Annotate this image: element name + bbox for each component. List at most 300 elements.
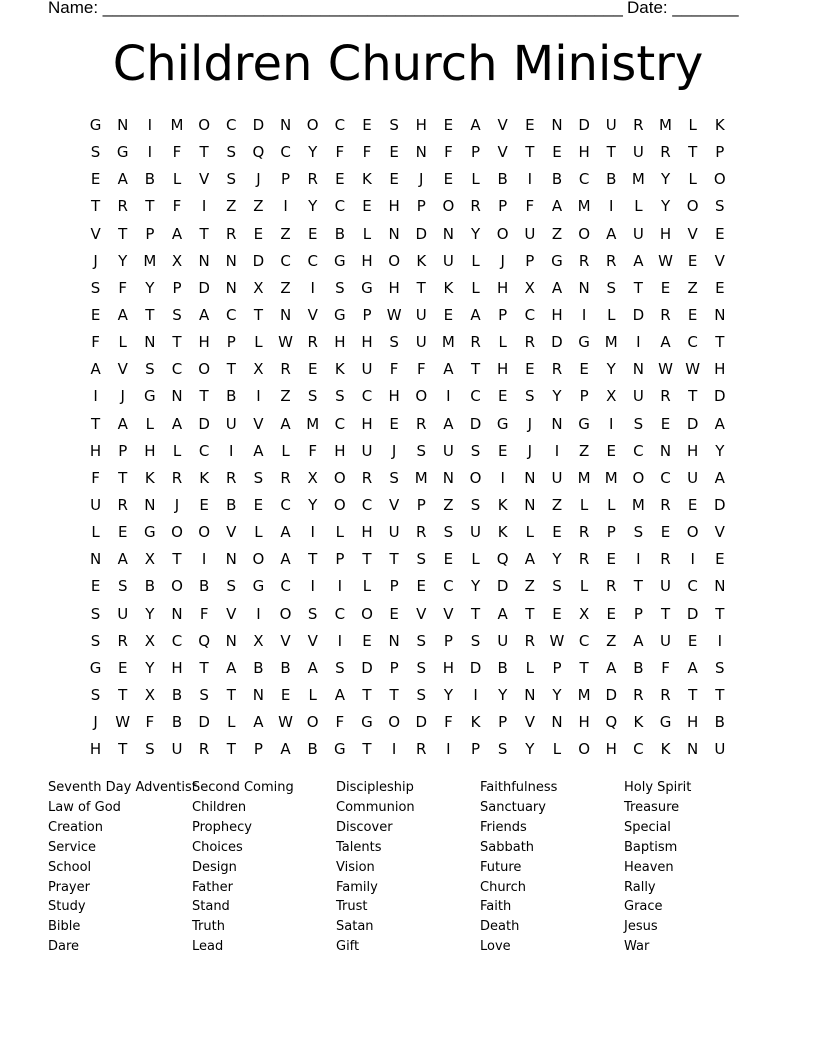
grid-letter: O (578, 740, 590, 759)
word-list-item: Discover (336, 819, 393, 835)
grid-letter: H (144, 441, 156, 460)
word-column (480, 778, 624, 957)
grid-letter: E (497, 441, 508, 460)
grid-letter: K (416, 251, 427, 270)
grid-letter: Y (308, 495, 318, 514)
grid-letter: N (415, 143, 427, 162)
grid-letter: T (118, 468, 128, 487)
grid-letter: N (388, 631, 400, 650)
word-column (48, 778, 197, 957)
grid-letter: D (551, 333, 563, 352)
word-list-item: Service (48, 839, 97, 855)
grid-letter: G (252, 577, 265, 596)
grid-letter: T (362, 685, 372, 704)
grid-letter: V (714, 251, 725, 270)
grid-row (82, 413, 733, 440)
grid-letter: C (334, 197, 346, 216)
grid-letter: H (361, 523, 373, 542)
grid-letter: T (525, 143, 535, 162)
word-list-item: Trust (336, 899, 368, 915)
grid-letter: S (90, 685, 101, 704)
word-list-item: Gift (336, 939, 360, 955)
grid-letter: U (660, 577, 672, 596)
grid-letter: U (361, 360, 373, 379)
grid-letter: P (633, 604, 643, 623)
grid-letter: E (552, 523, 562, 542)
grid-letter: J (93, 251, 98, 270)
grid-letter: I (256, 604, 261, 623)
grid-letter: M (631, 170, 645, 189)
grid-letter: E (687, 251, 698, 270)
grid-letter: L (471, 278, 480, 297)
grid-letter: O (578, 224, 590, 243)
letter-grid (82, 114, 733, 765)
grid-letter: A (551, 197, 563, 216)
grid-letter: P (443, 631, 453, 650)
word-list-item: Satan (336, 919, 374, 935)
word-column (336, 778, 480, 957)
grid-letter: S (226, 143, 237, 162)
grid-letter: C (443, 577, 454, 596)
grid-letter: B (144, 577, 155, 596)
grid-letter: Q (252, 143, 265, 162)
grid-letter: S (90, 604, 101, 623)
grid-letter: M (604, 468, 618, 487)
grid-letter: F (145, 713, 155, 732)
grid-letter: W (685, 360, 701, 379)
grid-letter: R (416, 523, 427, 542)
grid-letter: M (306, 414, 320, 433)
grid-row (82, 250, 733, 277)
grid-letter: I (446, 387, 451, 406)
grid-letter: T (226, 740, 236, 759)
grid-letter: A (280, 740, 291, 759)
grid-letter: J (174, 495, 180, 514)
grid-letter: B (334, 224, 345, 243)
name-field: Name: _______________________________________________________ (48, 0, 623, 17)
grid-letter: Y (145, 604, 155, 623)
grid-letter: R (524, 631, 536, 650)
grid-letter: O (713, 170, 726, 189)
grid-letter: E (307, 224, 318, 243)
grid-letter: K (497, 495, 508, 514)
grid-letter: U (415, 305, 427, 324)
grid-letter: C (280, 251, 291, 270)
grid-letter: A (524, 550, 535, 569)
grid-letter: S (389, 468, 399, 487)
grid-letter: I (636, 550, 641, 569)
grid-letter: R (117, 197, 128, 216)
grid-letter: O (388, 713, 401, 732)
word-list-item: Talents (336, 839, 382, 855)
word-list-item: School (48, 859, 92, 875)
grid-letter: E (715, 278, 725, 297)
grid-letter: U (524, 224, 536, 243)
grid-letter: S (715, 658, 725, 677)
grid-letter: A (117, 550, 128, 569)
word-list-item: Dare (48, 939, 80, 955)
grid-letter: S (470, 495, 481, 514)
grid-row (82, 440, 733, 467)
grid-row (82, 684, 733, 711)
grid-letter: E (497, 387, 508, 406)
grid-letter: D (578, 116, 590, 134)
grid-letter: A (117, 170, 128, 189)
word-list-item: Heaven (624, 859, 674, 875)
grid-letter: K (362, 170, 372, 189)
grid-letter: I (310, 523, 315, 542)
word-list-item: Love (480, 939, 511, 955)
grid-letter: R (416, 740, 427, 759)
grid-letter: T (362, 740, 372, 759)
grid-letter: U (714, 740, 726, 759)
grid-letter: T (226, 360, 236, 379)
grid-letter: G (361, 278, 373, 297)
grid-letter: S (416, 550, 427, 569)
grid-letter: Q (605, 713, 618, 732)
grid-letter: E (280, 685, 291, 704)
grid-letter: T (525, 604, 535, 623)
grid-letter: S (253, 468, 264, 487)
grid-letter: J (527, 414, 533, 433)
grid-letter: T (633, 278, 643, 297)
grid-letter: S (226, 577, 237, 596)
grid-letter: R (578, 550, 590, 569)
word-list-item: Sanctuary (480, 799, 546, 815)
grid-letter: Z (551, 495, 563, 514)
grid-row (82, 114, 733, 141)
grid-letter: S (715, 197, 725, 216)
grid-letter: O (442, 197, 455, 216)
grid-letter: E (579, 360, 589, 379)
grid-letter: I (201, 550, 207, 569)
grid-row (82, 467, 733, 494)
grid-letter: B (171, 713, 183, 732)
grid-letter: Y (498, 685, 508, 704)
grid-letter: T (362, 550, 372, 569)
grid-letter: I (690, 550, 695, 569)
grid-letter: C (524, 305, 536, 324)
grid-letter: C (226, 305, 237, 324)
grid-letter: Z (551, 224, 563, 243)
grid-letter: R (280, 468, 291, 487)
grid-letter: R (226, 224, 237, 243)
grid-letter: T (660, 604, 671, 623)
grid-letter: V (199, 170, 210, 189)
grid-letter: P (253, 740, 263, 759)
grid-letter: J (419, 170, 424, 189)
grid-letter: I (527, 170, 533, 189)
grid-letter: S (416, 631, 427, 650)
grid-letter: L (579, 577, 589, 596)
word-list-item: Seventh Day Adventist (48, 780, 197, 795)
grid-letter: D (605, 685, 618, 704)
grid-letter: H (687, 441, 699, 460)
grid-letter: P (226, 333, 236, 352)
grid-letter: M (577, 468, 591, 487)
grid-letter: R (307, 170, 318, 189)
grid-letter: S (307, 387, 318, 406)
grid-letter: Z (443, 495, 454, 514)
grid-letter: P (579, 387, 589, 406)
grid-letter: G (116, 143, 129, 162)
grid-letter: Y (715, 441, 725, 460)
word-column (192, 778, 336, 957)
word-list-item: Death (480, 919, 520, 935)
word-list-item: Grace (624, 899, 663, 915)
grid-letter: E (335, 170, 345, 189)
grid-letter: F (362, 143, 372, 162)
grid-letter: I (256, 387, 261, 406)
grid-letter: M (441, 333, 455, 352)
grid-letter: Z (578, 441, 590, 460)
grid-letter: H (89, 740, 102, 759)
grid-letter: C (307, 251, 318, 270)
grid-letter: F (91, 333, 100, 352)
grid-letter: P (118, 441, 128, 460)
grid-letter: I (500, 468, 505, 487)
grid-letter: A (280, 550, 291, 569)
grid-letter: I (609, 197, 614, 216)
grid-letter: M (143, 251, 157, 270)
grid-letter: R (660, 550, 671, 569)
grid-letter: I (283, 197, 288, 216)
grid-letter: N (687, 740, 699, 759)
grid-letter: E (443, 305, 454, 324)
word-list-item: Vision (336, 859, 375, 875)
grid-letter: G (551, 251, 563, 270)
grid-letter: B (606, 170, 617, 189)
grid-letter: A (470, 305, 481, 324)
grid-letter: U (361, 441, 373, 460)
grid-letter: B (633, 658, 644, 677)
grid-letter: H (361, 251, 373, 270)
grid-letter: B (307, 740, 318, 759)
grid-letter: H (578, 713, 590, 732)
grid-letter: S (416, 658, 427, 677)
grid-letter: T (633, 577, 643, 596)
grid-letter: G (144, 523, 156, 542)
grid-letter: U (225, 414, 237, 433)
grid-letter: V (524, 713, 535, 732)
grid-row (82, 603, 733, 630)
grid-letter: H (388, 387, 400, 406)
grid-letter: N (388, 224, 400, 243)
grid-letter: U (415, 333, 427, 352)
grid-letter: L (281, 441, 290, 460)
grid-letter: T (688, 387, 698, 406)
grid-letter: Y (308, 197, 318, 216)
word-list-item: Faithfulness (480, 780, 558, 795)
grid-letter: O (306, 713, 319, 732)
grid-letter: S (335, 658, 345, 677)
grid-row (82, 195, 733, 222)
grid-letter: U (632, 224, 644, 243)
word-column (624, 778, 768, 957)
grid-letter: S (416, 685, 427, 704)
grid-letter: R (660, 143, 671, 162)
grid-letter: L (525, 523, 534, 542)
grid-letter: E (117, 523, 128, 542)
grid-letter: E (389, 414, 399, 433)
grid-letter: F (389, 360, 399, 379)
grid-letter: S (335, 387, 345, 406)
grid-letter: U (497, 631, 509, 650)
grid-letter: E (90, 305, 101, 324)
grid-letter: A (551, 278, 563, 297)
grid-letter: E (253, 495, 264, 514)
word-list-item: Treasure (624, 799, 680, 815)
grid-letter: A (334, 685, 345, 704)
grid-letter: A (443, 414, 454, 433)
word-list-item: Lead (192, 939, 224, 955)
puzzle-title: Children Church Ministry (112, 36, 704, 92)
grid-letter: P (471, 740, 481, 759)
grid-letter: A (90, 360, 101, 379)
grid-letter: C (198, 441, 210, 460)
grid-letter: U (632, 387, 644, 406)
grid-letter: P (362, 305, 372, 324)
grid-letter: N (551, 713, 563, 732)
grid-letter: D (252, 251, 265, 270)
grid-letter: N (89, 550, 102, 569)
grid-letter: B (497, 658, 508, 677)
grid-letter: K (633, 713, 644, 732)
grid-letter: L (471, 550, 480, 569)
grid-letter: D (198, 713, 210, 732)
grid-letter: D (415, 713, 428, 732)
grid-letter: A (280, 523, 291, 542)
grid-letter: S (90, 278, 101, 297)
grid-letter: L (308, 685, 317, 704)
date-field: Date: _______ (627, 0, 739, 17)
grid-letter: A (714, 468, 725, 487)
grid-letter: A (633, 251, 644, 270)
grid-letter: Y (660, 197, 671, 216)
grid-letter: F (335, 713, 345, 732)
grid-letter: C (226, 116, 237, 134)
grid-letter: O (361, 604, 373, 623)
grid-letter: U (551, 468, 563, 487)
grid-row (82, 575, 733, 602)
grid-letter: S (497, 740, 508, 759)
grid-letter: H (497, 360, 509, 379)
grid-letter: H (442, 658, 455, 677)
grid-letter: H (415, 116, 427, 134)
grid-letter: U (90, 495, 102, 514)
grid-letter: D (198, 278, 210, 297)
word-list-item: Family (336, 879, 378, 895)
grid-letter: S (145, 740, 155, 759)
grid-letter: T (145, 305, 155, 324)
grid-letter: S (226, 170, 237, 189)
grid-letter: O (632, 468, 645, 487)
grid-letter: S (606, 278, 616, 297)
grid-letter: T (90, 414, 101, 433)
grid-letter: D (686, 604, 699, 623)
grid-letter: Z (606, 631, 617, 650)
word-list-item: Communion (336, 799, 415, 815)
word-list-item: Baptism (624, 839, 678, 855)
grid-letter: R (660, 387, 671, 406)
grid-letter: V (307, 305, 318, 324)
grid-letter: D (496, 577, 509, 596)
word-list-item: Jesus (624, 919, 658, 935)
grid-letter: F (308, 441, 318, 460)
grid-letter: P (498, 713, 508, 732)
grid-letter: N (225, 251, 237, 270)
grid-letter: R (660, 495, 671, 514)
word-list-item: Second Coming (192, 780, 294, 795)
grid-letter: I (446, 740, 451, 759)
grid-letter: U (117, 604, 129, 623)
grid-letter: I (93, 387, 98, 406)
grid-letter: T (308, 550, 318, 569)
grid-letter: C (280, 495, 291, 514)
grid-letter: I (636, 333, 641, 352)
grid-letter: A (171, 414, 183, 433)
grid-letter: N (442, 224, 455, 243)
grid-letter: N (714, 577, 726, 596)
grid-row (82, 358, 733, 385)
grid-letter: S (117, 577, 128, 596)
grid-letter: S (552, 577, 562, 596)
grid-letter: O (171, 577, 183, 596)
word-list-item: Creation (48, 819, 104, 835)
grid-letter: R (578, 523, 590, 542)
grid-letter: O (171, 523, 183, 542)
grid-letter: H (334, 333, 346, 352)
grid-letter: O (306, 116, 319, 134)
grid-letter: S (389, 333, 399, 352)
grid-letter: B (144, 170, 155, 189)
grid-letter: V (90, 224, 101, 243)
grid-letter: G (578, 414, 590, 433)
grid-letter: E (199, 495, 209, 514)
grid-letter: A (117, 305, 128, 324)
grid-letter: V (443, 604, 454, 623)
grid-letter: O (686, 523, 699, 542)
grid-letter: X (144, 685, 155, 704)
grid-letter: S (470, 441, 481, 460)
word-list-item: Discipleship (336, 780, 414, 795)
grid-letter: S (525, 387, 535, 406)
grid-letter: P (389, 658, 399, 677)
word-list-item: Truth (192, 919, 225, 935)
grid-letter: B (198, 577, 210, 596)
grid-letter: A (660, 333, 671, 352)
grid-letter: V (388, 495, 400, 514)
grid-letter: L (498, 333, 507, 352)
grid-letter: J (527, 441, 533, 460)
grid-letter: I (554, 441, 560, 460)
grid-letter: P (715, 143, 725, 162)
word-list-item: Prayer (48, 879, 90, 895)
grid-letter: N (551, 414, 563, 433)
word-list-item: Special (624, 819, 671, 835)
grid-letter: O (469, 468, 482, 487)
grid-letter: S (633, 523, 644, 542)
grid-letter: C (171, 631, 183, 650)
grid-letter: D (252, 116, 265, 134)
grid-letter: Y (145, 658, 155, 677)
grid-letter: A (714, 414, 725, 433)
grid-letter: F (416, 360, 426, 379)
grid-letter: P (335, 550, 345, 569)
grid-letter: E (525, 360, 535, 379)
grid-letter: H (551, 305, 563, 324)
grid-letter: H (361, 414, 373, 433)
